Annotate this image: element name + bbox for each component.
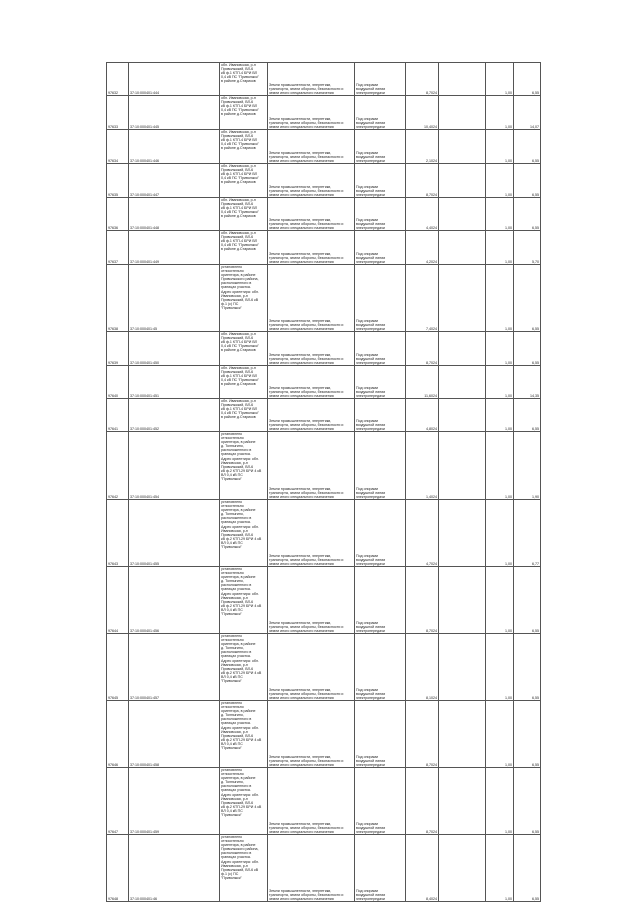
cadastral-number: 37:10:000401:457	[129, 634, 220, 701]
table-row	[107, 432, 541, 500]
land-category: Земли промышленности, энергетики, транспорта, земли обороны, безопасности и земли иного специального назначения	[268, 835, 355, 902]
empty-cell	[439, 96, 486, 130]
area-value: 8,7024	[406, 768, 439, 835]
location-text: установлено относительно ориентира, в районе д. Толпыгино, расположенного в границах участка. Адрес ориентира: обл. Ивановская, р-н Приволжский, ВЛ-6 кВ ф.2 КТП-29 БРИ 4 кВ ВЛ 0,4 кВ ПС "Приволжск"	[220, 634, 268, 701]
location-text: установлено относительно ориентира, в районе д. Толпыгино, расположенного в границах участка. Адрес ориентира: обл. Ивановская, р-н Приволжский, ВЛ-6 кВ ф.2 КТП-29 БРИ 4 кВ ВЛ 0,4 кВ ПС "Приволжск"	[220, 567, 268, 634]
permitted-use: Под опорами воздушной линии электропередачи	[355, 265, 406, 332]
location-text: обл. Ивановская, р-н Приволжский, ВЛ-6 кВ ф.1 КТП-4 БРИ ВЛ 0,4 кВ ПС "Приволжск" в районе д.Стариков	[220, 96, 268, 130]
row-number: 97642	[107, 432, 129, 500]
cadastral-number: 37:10:000401:45	[129, 265, 220, 332]
row-number: 97639	[107, 332, 129, 366]
permitted-use: Под опорами воздушной линии электропередачи	[355, 231, 406, 265]
land-category: Земли промышленности, энергетики, транспорта, земли обороны, безопасности и земли иного специального назначения	[268, 198, 355, 231]
permitted-use: Под опорами воздушной линии электропередачи	[355, 768, 406, 835]
table-row	[107, 634, 541, 701]
cost-value: 6,55	[514, 332, 541, 366]
land-category: Земли промышленности, энергетики, транспорта, земли обороны, безопасности и земли иного специального назначения	[268, 130, 355, 164]
table-row	[107, 265, 541, 332]
empty-cell	[439, 231, 486, 265]
coefficient-value: 1,00	[486, 567, 514, 634]
row-number: 97632	[107, 63, 129, 96]
permitted-use: Под опорами воздушной линии электропередачи	[355, 63, 406, 96]
location-text: установлено относительно ориентира, в районе д. Толпыгино, расположенного в границах участка. Адрес ориентира: обл. Ивановская, р-н Приволжский, ВЛ-6 кВ ф.2 КТП-29 БРИ 4 кВ ВЛ 0,4 кВ ПС "Приволжск"	[220, 701, 268, 768]
land-category: Земли промышленности, энергетики, транспорта, земли обороны, безопасности и земли иного специального назначения	[268, 768, 355, 835]
coefficient-value: 1,00	[486, 265, 514, 332]
cadastral-number: 37:10:000401:448	[129, 198, 220, 231]
area-value: 11,6024	[406, 366, 439, 399]
cadastral-number: 37:10:000401:455	[129, 500, 220, 567]
table-row	[107, 332, 541, 366]
area-value: 8,7024	[406, 567, 439, 634]
table-row	[107, 198, 541, 231]
area-value: 1,4024	[406, 432, 439, 500]
cadastral-number: 37:10:000401:446	[129, 130, 220, 164]
location-text: обл. Ивановская, р-н Приволжский, ВЛ-6 кВ ф.1 КТП-4 БРИ ВЛ 0,4 кВ ПС "Приволжск" в районе д.Стариков	[220, 164, 268, 198]
cost-value: 14,07	[514, 96, 541, 130]
coefficient-value: 1,00	[486, 701, 514, 768]
permitted-use: Под опорами воздушной линии электропередачи	[355, 399, 406, 432]
permitted-use: Под опорами воздушной линии электропередачи	[355, 835, 406, 902]
permitted-use: Под опорами воздушной линии электропередачи	[355, 500, 406, 567]
table-row	[107, 164, 541, 198]
permitted-use: Под опорами воздушной линии электропередачи	[355, 432, 406, 500]
cadastral-number: 37:10:000401:46	[129, 835, 220, 902]
area-value: 4,4024	[406, 198, 439, 231]
cost-value: 6,55	[514, 130, 541, 164]
table-row	[107, 366, 541, 399]
cadastral-number: 37:10:000401:447	[129, 164, 220, 198]
cost-value: 6,55	[514, 567, 541, 634]
empty-cell	[439, 835, 486, 902]
land-category: Земли промышленности, энергетики, транспорта, земли обороны, безопасности и земли иного специального назначения	[268, 399, 355, 432]
coefficient-value: 1,00	[486, 96, 514, 130]
table-row	[107, 130, 541, 164]
area-value: 8,1024	[406, 634, 439, 701]
land-category: Земли промышленности, энергетики, транспорта, земли обороны, безопасности и земли иного специального назначения	[268, 265, 355, 332]
land-category: Земли промышленности, энергетики, транспорта, земли обороны, безопасности и земли иного специального назначения	[268, 63, 355, 96]
permitted-use: Под опорами воздушной линии электропередачи	[355, 634, 406, 701]
location-text: обл. Ивановская, р-н Приволжский, ВЛ-6 кВ ф.1 КТП-4 БРИ ВЛ 0,4 кВ ПС "Приволжск" в районе д.Стариков	[220, 332, 268, 366]
empty-cell	[439, 332, 486, 366]
row-number: 97636	[107, 198, 129, 231]
table-row	[107, 701, 541, 768]
cadastral-number: 37:10:000401:452	[129, 399, 220, 432]
permitted-use: Под опорами воздушной линии электропередачи	[355, 164, 406, 198]
empty-cell	[439, 701, 486, 768]
row-number: 97641	[107, 399, 129, 432]
coefficient-value: 1,00	[486, 432, 514, 500]
land-category: Земли промышленности, энергетики, транспорта, земли обороны, безопасности и земли иного специального назначения	[268, 567, 355, 634]
coefficient-value: 1,00	[486, 63, 514, 96]
location-text: установлено относительно ориентира, в районе д. Толпыгино, расположенного в границах участка. Адрес ориентира: обл. Ивановская, р-н Приволжский, ВЛ-6 кВ ф.2 КТП-29 БРИ 4 кВ ВЛ 0,4 кВ ПС "Приволжск"	[220, 500, 268, 567]
cost-value: 6,55	[514, 198, 541, 231]
location-text: установлено относительно ориентира, в районе Приволжского района, расположенного в границах участка. Адрес ориентира: обл. Ивановская, р-н Приволжский, ВЛ-6 кВ ф.1 (с) ПС "Приволжск"	[220, 835, 268, 902]
row-number: 97646	[107, 701, 129, 768]
land-category: Земли промышленности, энергетики, транспорта, земли обороны, безопасности и земли иного специального назначения	[268, 164, 355, 198]
land-category: Земли промышленности, энергетики, транспорта, земли обороны, безопасности и земли иного специального назначения	[268, 500, 355, 567]
cadastral-number: 37:10:000401:459	[129, 768, 220, 835]
cadastral-number: 37:10:000401:444	[129, 63, 220, 96]
row-number: 97637	[107, 231, 129, 265]
land-category: Земли промышленности, энергетики, транспорта, земли обороны, безопасности и земли иного специального назначения	[268, 96, 355, 130]
location-text: обл. Ивановская, р-н Приволжский, ВЛ-6 кВ ф.1 КТП-4 БРИ ВЛ 0,4 кВ ПС "Приволжск" в районе д.Стариков	[220, 130, 268, 164]
cost-value: 6,55	[514, 768, 541, 835]
table-row	[107, 231, 541, 265]
land-category: Земли промышленности, энергетики, транспорта, земли обороны, безопасности и земли иного специального назначения	[268, 432, 355, 500]
empty-cell	[439, 130, 486, 164]
coefficient-value: 1,00	[486, 164, 514, 198]
coefficient-value: 1,00	[486, 332, 514, 366]
area-value: 8,7024	[406, 164, 439, 198]
area-value: 8,4024	[406, 835, 439, 902]
location-text: установлено относительно ориентира, в районе Приволжского района, расположенного в границах участка. Адрес ориентира: обл. Ивановская, р-н Приволжский, ВЛ-6 кВ ф.1 (с) ПС "Приволжск"	[220, 265, 268, 332]
coefficient-value: 1,00	[486, 231, 514, 265]
land-category: Земли промышленности, энергетики, транспорта, земли обороны, безопасности и земли иного специального назначения	[268, 231, 355, 265]
area-value: 4,8024	[406, 399, 439, 432]
coefficient-value: 1,00	[486, 198, 514, 231]
location-text: обл. Ивановская, р-н Приволжский, ВЛ-6 кВ ф.1 КТП-4 БРИ ВЛ 0,4 кВ ПС "Приволжск" в районе д.Стариков	[220, 231, 268, 265]
cost-value: 6,55	[514, 701, 541, 768]
table-row	[107, 399, 541, 432]
table-row	[107, 96, 541, 130]
row-number: 97648	[107, 835, 129, 902]
permitted-use: Под опорами воздушной линии электропередачи	[355, 701, 406, 768]
table-row	[107, 835, 541, 902]
permitted-use: Под опорами воздушной линии электропередачи	[355, 96, 406, 130]
table-row	[107, 500, 541, 567]
land-category: Земли промышленности, энергетики, транспорта, земли обороны, безопасности и земли иного специального назначения	[268, 634, 355, 701]
table-row	[107, 768, 541, 835]
cost-value: 5,70	[514, 231, 541, 265]
empty-cell	[439, 567, 486, 634]
location-text: обл. Ивановская, р-н Приволжский, ВЛ-6 кВ ф.1 КТП-4 БРИ ВЛ 0,4 кВ ПС "Приволжск" в районе д.Стариков	[220, 366, 268, 399]
row-number: 97633	[107, 96, 129, 130]
cost-value: 1,90	[514, 432, 541, 500]
area-value: 2,1024	[406, 130, 439, 164]
coefficient-value: 1,00	[486, 500, 514, 567]
row-number: 97643	[107, 500, 129, 567]
area-value: 10,4024	[406, 96, 439, 130]
cost-value: 6,77	[514, 500, 541, 567]
coefficient-value: 1,00	[486, 130, 514, 164]
row-number: 97647	[107, 768, 129, 835]
cost-value: 6,55	[514, 63, 541, 96]
cadastral-number: 37:10:000401:451	[129, 366, 220, 399]
area-value: 4,2024	[406, 231, 439, 265]
table-row	[107, 63, 541, 96]
coefficient-value: 1,00	[486, 399, 514, 432]
cost-value: 14,35	[514, 366, 541, 399]
empty-cell	[439, 366, 486, 399]
location-text: обл. Ивановская, р-н Приволжский, ВЛ-6 кВ ф.1 КТП-4 БРИ ВЛ 0,4 кВ ПС "Приволжск" в районе д.Стариков	[220, 63, 268, 96]
cost-value: 6,55	[514, 634, 541, 701]
cadastral-number: 37:10:000401:449	[129, 231, 220, 265]
land-category: Земли промышленности, энергетики, транспорта, земли обороны, безопасности и земли иного специального назначения	[268, 332, 355, 366]
coefficient-value: 1,00	[486, 835, 514, 902]
area-value: 8,7024	[406, 332, 439, 366]
row-number: 97644	[107, 567, 129, 634]
cadastral-number: 37:10:000401:445	[129, 96, 220, 130]
coefficient-value: 1,00	[486, 768, 514, 835]
land-category: Земли промышленности, энергетики, транспорта, земли обороны, безопасности и земли иного специального назначения	[268, 366, 355, 399]
location-text: обл. Ивановская, р-н Приволжский, ВЛ-6 кВ ф.1 КТП-4 БРИ ВЛ 0,4 кВ ПС "Приволжск" в районе д.Стариков	[220, 198, 268, 231]
row-number: 97645	[107, 634, 129, 701]
location-text: обл. Ивановская, р-н Приволжский, ВЛ-6 кВ ф.1 КТП-4 БРИ ВЛ 0,4 кВ ПС "Приволжск" в районе д.Стариков	[220, 399, 268, 432]
empty-cell	[439, 634, 486, 701]
permitted-use: Под опорами воздушной линии электропередачи	[355, 198, 406, 231]
cadastral-table	[106, 62, 541, 902]
coefficient-value: 1,00	[486, 366, 514, 399]
empty-cell	[439, 399, 486, 432]
empty-cell	[439, 198, 486, 231]
empty-cell	[439, 164, 486, 198]
location-text: установлено относительно ориентира, в районе д. Толпыгино, расположенного в границах участка. Адрес ориентира: обл. Ивановская, р-н Приволжский, ВЛ-6 кВ ф.2 КТП-29 БРИ 4 кВ ВЛ 0,4 кВ ПС "Приволжск"	[220, 432, 268, 500]
area-value: 8,7024	[406, 63, 439, 96]
cadastral-number: 37:10:000401:450	[129, 332, 220, 366]
cost-value: 6,55	[514, 835, 541, 902]
cost-value: 6,55	[514, 399, 541, 432]
cost-value: 6,55	[514, 164, 541, 198]
permitted-use: Под опорами воздушной линии электропередачи	[355, 567, 406, 634]
land-category: Земли промышленности, энергетики, транспорта, земли обороны, безопасности и земли иного специального назначения	[268, 701, 355, 768]
empty-cell	[439, 265, 486, 332]
coefficient-value: 1,00	[486, 634, 514, 701]
row-number: 97635	[107, 164, 129, 198]
cost-value: 6,55	[514, 265, 541, 332]
row-number: 97638	[107, 265, 129, 332]
empty-cell	[439, 63, 486, 96]
permitted-use: Под опорами воздушной линии электропередачи	[355, 366, 406, 399]
row-number: 97634	[107, 130, 129, 164]
cadastral-number: 37:10:000401:454	[129, 432, 220, 500]
row-number: 97640	[107, 366, 129, 399]
cadastral-number: 37:10:000401:458	[129, 701, 220, 768]
empty-cell	[439, 432, 486, 500]
area-value: 8,7024	[406, 701, 439, 768]
area-value: 7,4024	[406, 265, 439, 332]
empty-cell	[439, 768, 486, 835]
area-value: 4,7024	[406, 500, 439, 567]
empty-cell	[439, 500, 486, 567]
permitted-use: Под опорами воздушной линии электропередачи	[355, 332, 406, 366]
permitted-use: Под опорами воздушной линии электропередачи	[355, 130, 406, 164]
cadastral-number: 37:10:000401:456	[129, 567, 220, 634]
table-row	[107, 567, 541, 634]
location-text: установлено относительно ориентира, в районе д. Толпыгино, расположенного в границах участка. Адрес ориентира: обл. Ивановская, р-н Приволжский, ВЛ-6 кВ ф.2 КТП-29 БРИ 4 кВ ВЛ 0,4 кВ ПС "Приволжск"	[220, 768, 268, 835]
